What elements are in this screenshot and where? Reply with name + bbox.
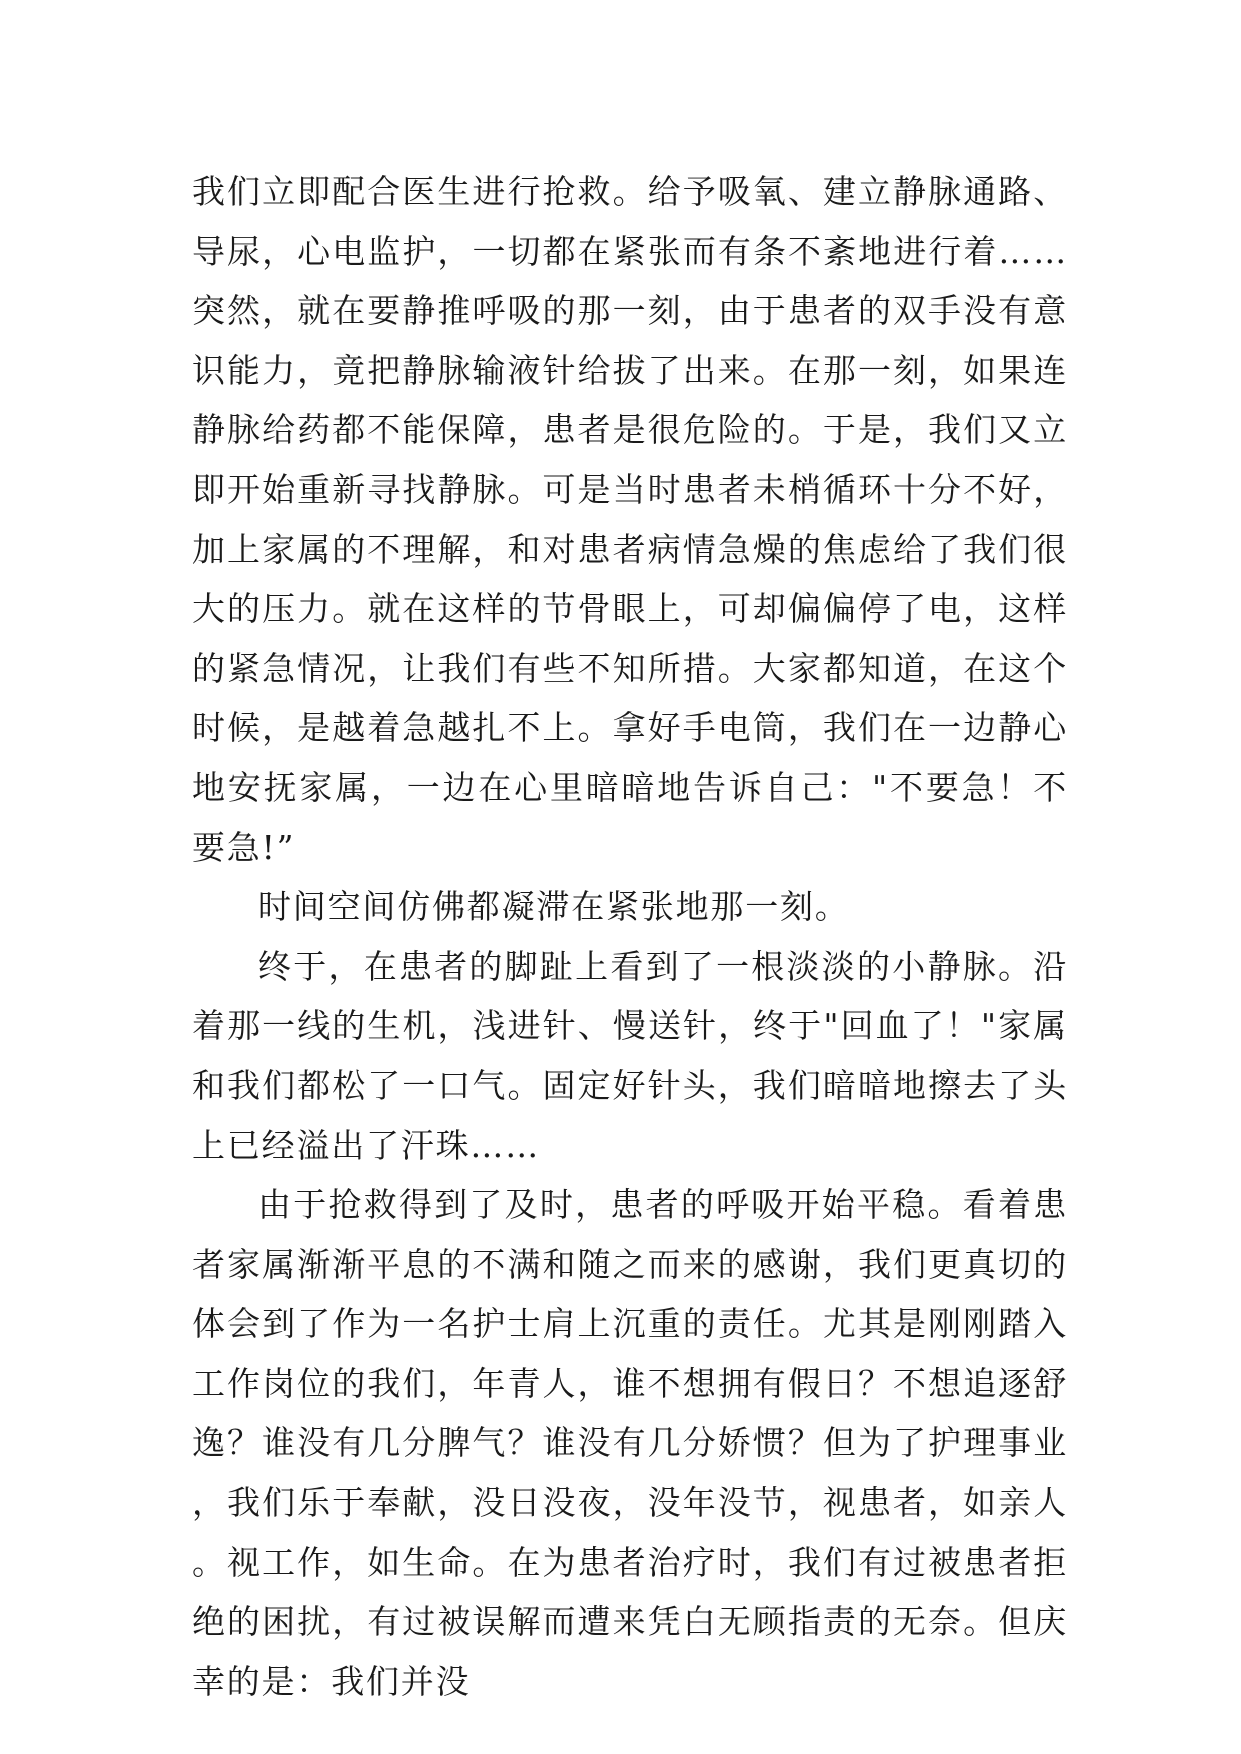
paragraph-responsibility: 由于抢救得到了及时，患者的呼吸开始平稳。看着患者家属渐渐平息的不满和随之而来的感谢，我们更真切的体会到了作为一名护士肩上沉重的责任。尤其是刚刚踏入工作岗位的我们，年青人，谁不想拥有假日？不想追逐舒逸？谁没有几分脾气？谁没有几分娇惯？但为了护理事业，我们乐于奉献，没日没夜，没年没节，视患者，如亲人。视工作，如生命。在为患者治疗时，我们有过被患者拒绝的困扰，有过被误解而遭来凭白无顾指责的无奈。但庆幸的是：我们并没: [192, 1185, 1068, 1701]
paragraph-found-vein: 终于，在患者的脚趾上看到了一根淡淡的小静脉。沿着那一线的生机，浅进针、慢送针，终于"回血了！"家属和我们都松了一口气。固定好针头，我们暗暗地擦去了头上已经溢出了汗珠……: [192, 946, 1068, 1165]
document-body: [192, 162, 1068, 1711]
paragraph-time-frozen: 时间空间仿佛都凝滞在紧张地那一刻。: [258, 887, 850, 927]
paragraph-rescue: 我们立即配合医生进行抢救。给予吸氧、建立静脉通路、导尿，心电监护，一切都在紧张而有条不紊地进行着……突然，就在要静推呼吸的那一刻，由于患者的双手没有意识能力，竟把静脉输液针给拔了出来。在那一刻，如果连静脉给药都不能保障，患者是很危险的。于是，我们又立即开始重新寻找静脉。可是当时患者未梢循环十分不好，加上家属的不理解，和对患者病情急燥的焦虑给了我们很大的压力。就在这样的节骨眼上，可却偏偏停了电，这样的紧急情况，让我们有些不知所措。大家都知道，在这个时候，是越着急越扎不上。拿好手电筒，我们在一边静心地安抚家属，一边在心里暗暗地告诉自己："不要急！不要急!”: [192, 172, 1068, 867]
